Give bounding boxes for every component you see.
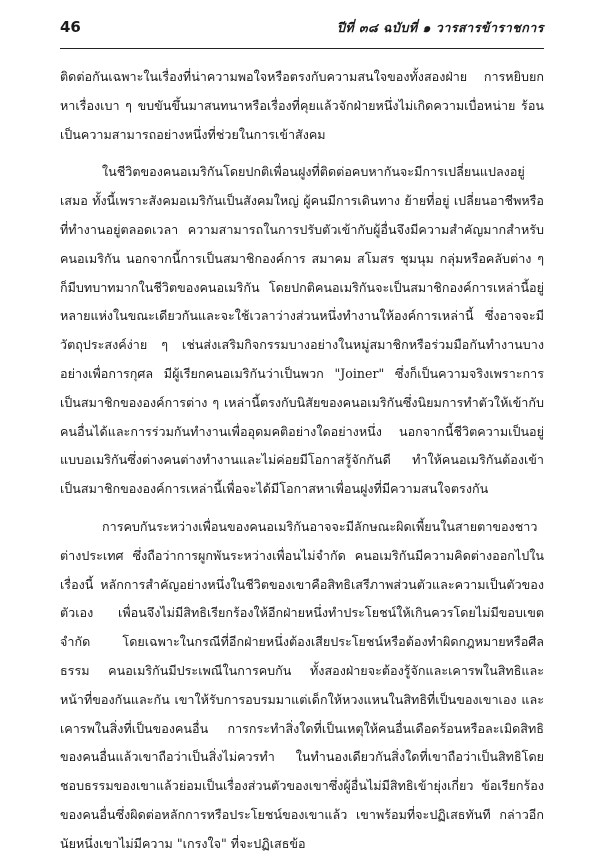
paragraph-3: การคบกันระหว่างเพื่อนของคนอเมริกันอาจจะมีลักษณะผิดเพี้ยนในสายตาของชาวต่างประเทศ ซึ่งถือว่าการผูกพันระหว่างเพื่อนไม่จำกัด คนอเมริกันมีความคิดต่างออกไปในเรื่องนี้ หลักการสำคัญอย่างหนึ่งในชีวิตของเขาคือสิทธิเสรีภาพส่วนตัวและความเป็นตัวของตัวเอง เพื่อนจึงไม่มีสิทธิเรียกร้องให้อีกฝ่ายหนึ่งทำประโยชน์ให้เกินควรโดยไม่มีขอบเขตจำกัด โดยเฉพาะในกรณีที่อีกฝ่ายหนึ่งต้องเสียประโยชน์หรือต้องทำผิดกฎหมายหรือศีลธรรม คนอเมริกันมีประเพณีในการคบกัน ทั้งสองฝ่ายจะต้องรู้จักและเคารพในสิทธิและหน้าที่ของกันและกัน เขาให้รับการอบรมมาแต่เด็กให้หวงแหนในสิทธิที่เป็นของเขาเอง และเคารพในสิ่งที่เป็นของคนอื่น การกระทำสิ่งใดที่เป็นเหตุให้คนอื่นเดือดร้อนหรือละเมิดสิทธิของคนอื่นแล้วเขาถือว่าเป็นสิ่งไม่ควรทำ ในทำนองเดียวกันสิ่งใดที่เขาถือว่าเป็นสิทธิโดยชอบธรรมของเขาแล้วย่อมเป็นเรื่องส่วนตัวของเขาซึ่งผู้อื่นไม่มีสิทธิเข้ายุ่งเกี่ยว ข้อเรียกร้องของคนอื่นซึ่งผิดต่อหลักการหรือประโยชน์ของเขาแล้ว เขาพร้อมที่จะปฏิเสธทันที กล่าวอีกนัยหนึ่งเขาไม่มีความ "เกรงใจ" ที่จะปฏิเสธข้อ	[60, 518, 544, 851]
body-text	[60, 63, 544, 859]
running-head: ปีที่ ๓๘ ฉบับที่ ๑ วารสารข้าราชการ	[336, 20, 544, 35]
paragraph-1: ติดต่อกันเฉพาะในเรื่องที่น่าความพอใจหรือตรงกับความสนใจของทั้งสองฝ่าย การหยิบยกหาเรื่องเบา ๆ ขบขันขึ้นมาสนทนาหรือเรื่องที่คุยแล้วจักฝ่ายหนึ่งไม่เกิดความเบื่อหน่าย ร้อนเป็นความสามารถอย่างหนึ่งที่ช่วยในการเข้าสังคม	[60, 69, 544, 142]
page-number: 46	[60, 18, 81, 36]
paragraph-2: ในชีวิตของคนอเมริกันโดยปกติเพื่อนฝูงที่ติดต่อคบหากันจะมีการเปลี่ยนแปลงอยู่เสมอ ทั้งนี้เพราะสังคมอเมริกันเป็นสังคมใหญ่ ผู้คนมีการเดินทาง ย้ายที่อยู่ เปลี่ยนอาชีพหรือที่ทำงานอยู่ตลอดเวลา ความสามารถในการปรับตัวเข้ากับผู้อื่นจึงมีความสำคัญมากสำหรับคนอเมริกัน นอกจากนี้การเป็นสมาชิกองค์การ สมาคม สโมสร ชุมนุม กลุ่มหรือคลับต่าง ๆ ก็มีบทบาทมากในชีวิตของคนอเมริกัน โดยปกติคนอเมริกันจะเป็นสมาชิกองค์การเหล่านี้อยู่หลายแห่งในขณะเดียวกันและจะใช้เวลาว่างส่วนหนึ่งทำงานให้องค์การเหล่านี้ ซึ่งอาจจะมีวัตถุประสงค์ง่าย ๆ เช่นส่งเสริมกิจกรรมบางอย่างในหมู่สมาชิกหรือร่วมมือกันทำงานบางอย่างเพื่อการกุศล มีผู้เรียกคนอเมริกันว่าเป็นพวก "Joiner" ซึ่งก็เป็นความจริงเพราะการเป็นสมาชิกขององค์การต่าง ๆ เหล่านี้ตรงกับนิสัยของคนอเมริกันซึ่งนิยมการทำตัวให้เข้ากับคนอื่นได้และการร่วมกันทำงานเพื่ออุดมคติอย่างใดอย่างหนึ่ง นอกจากนี้ชีวิตความเป็นอยู่แบบอเมริกันซึ่งต่างคนต่างทำงานและไม่ค่อยมีโอกาสรู้จักกันดี ทำให้คนอเมริกันต้องเข้าเป็นสมาชิกขององค์การเหล่านี้เพื่อจะได้มีโอกาสหาเพื่อนฝูงที่มีความสนใจตรงกัน	[60, 164, 544, 497]
page-header	[60, 18, 544, 49]
